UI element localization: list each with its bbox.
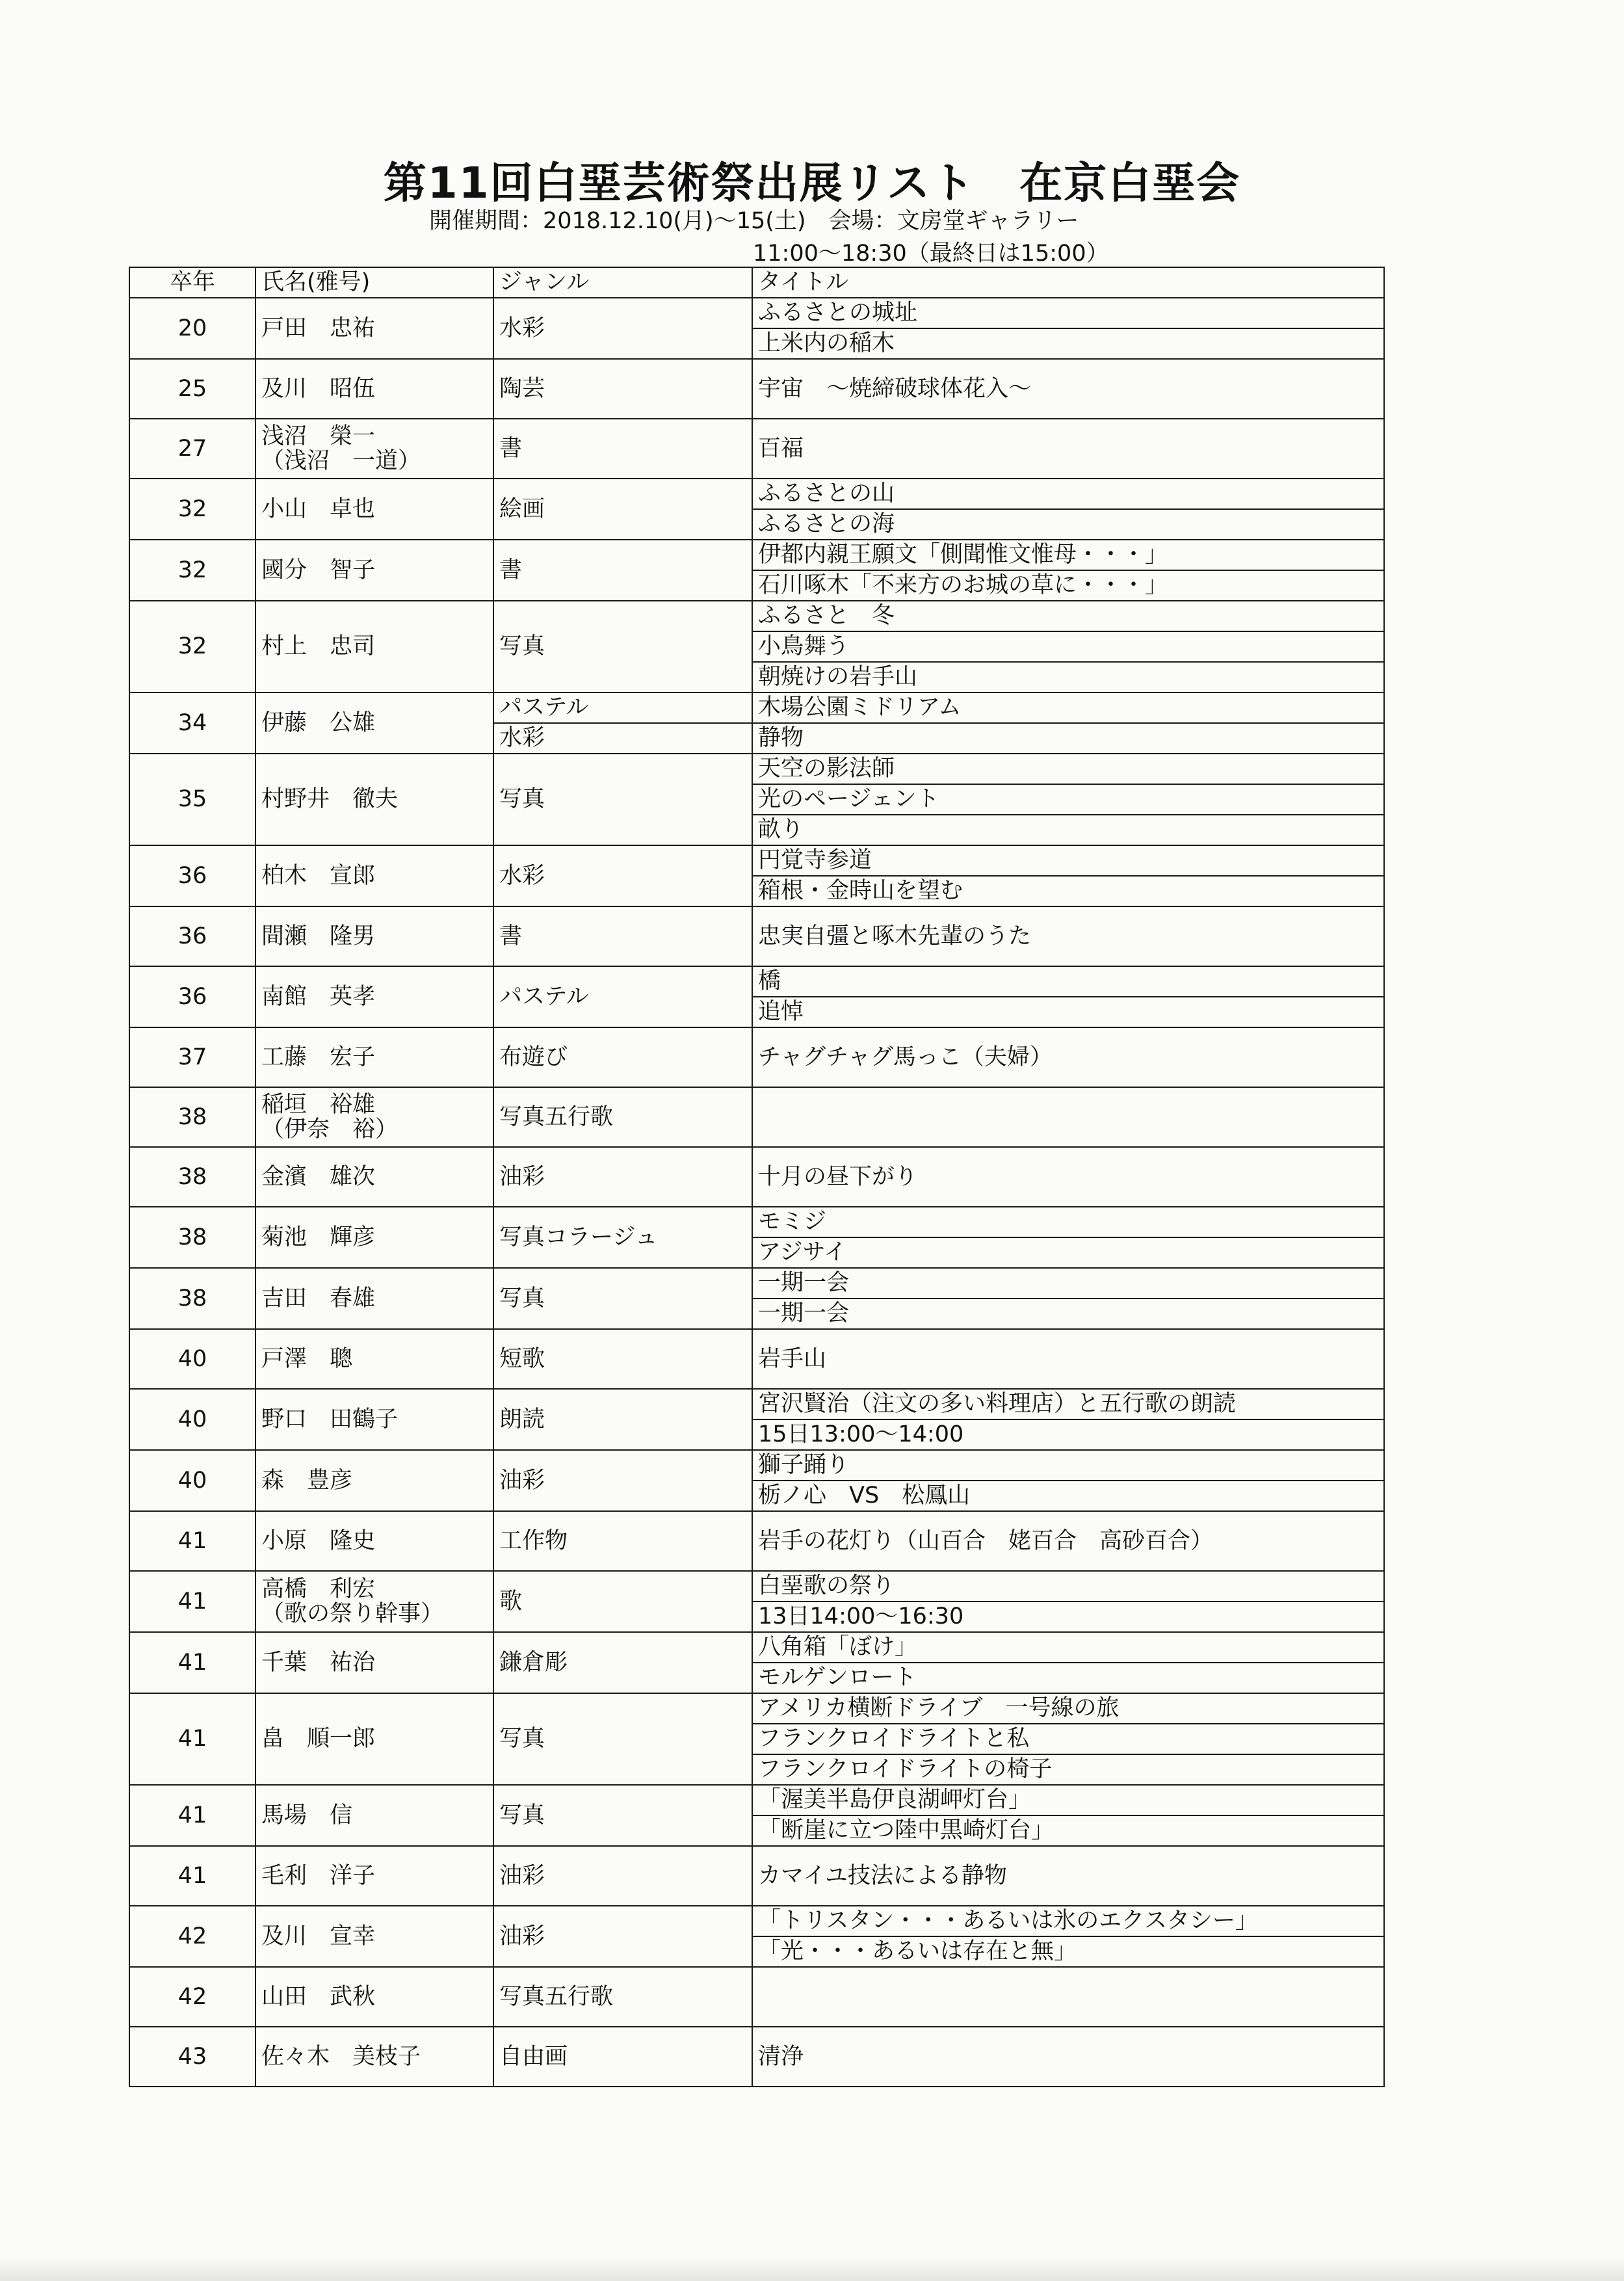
scan-edge [0,2255,1624,2281]
title-cell: 朝焼けの岩手山 [752,662,1384,692]
name-cell [255,479,493,540]
title-cell: 橋 [752,966,1384,997]
year-cell: 43 [129,2027,255,2087]
name-text: 及川 昭伍 [261,375,376,402]
year-cell: 35 [129,754,255,845]
genre-cell: 鎌倉彫 [493,1632,752,1693]
name-text: 工藤 宏子 [261,1044,376,1070]
title-cell [752,1087,1384,1147]
year-cell: 37 [129,1027,255,1087]
year-cell: 38 [129,1207,255,1268]
genre-cell: 油彩 [493,1450,752,1511]
genre-cell: 歌 [493,1571,752,1632]
name-text: （伊奈 裕） [261,1116,399,1142]
genre-cell: 水彩 [493,723,752,754]
title-cell: 追悼 [752,997,1384,1027]
title-cell: ふるさとの城址 [752,298,1384,328]
title-cell: 石川啄木「不来方のお城の草に・・・」 [752,570,1384,601]
name-text: 柏木 宣郎 [261,862,376,889]
title-cell: 伊都内親王願文「側聞惟文惟母・・・」 [752,540,1384,570]
title-cell: 岩手山 [752,1329,1384,1389]
title-cell: 岩手の花灯り（山百合 姥百合 高砂百合） [752,1511,1384,1571]
name-cell [255,1087,493,1147]
name-text: 野口 田鶴子 [261,1406,399,1432]
genre-cell: 短歌 [493,1329,752,1389]
name-text: 馬場 信 [261,1802,353,1828]
title-cell: 13日14:00～16:30 [752,1602,1384,1632]
name-cell [255,845,493,906]
year-cell: 36 [129,906,255,966]
name-cell [255,1268,493,1329]
year-cell: 40 [129,1450,255,1511]
exhibit-table [129,267,1385,2087]
table-row [129,359,1384,419]
year-cell: 36 [129,966,255,1027]
table-row [129,966,1384,997]
year-cell: 38 [129,1268,255,1329]
year-cell: 32 [129,601,255,692]
table-row [129,1147,1384,1207]
title-cell: 宇宙 ～焼締破球体花入～ [752,359,1384,419]
name-text: 間瀬 隆男 [261,923,376,949]
title-cell: 忠実自彊と啄木先輩のうた [752,906,1384,966]
year-cell: 41 [129,1511,255,1571]
table-row [129,298,1384,328]
title-cell: ふるさと 冬 [752,601,1384,631]
name-cell [255,1846,493,1906]
year-cell: 41 [129,1632,255,1693]
name-text: 國分 智子 [261,557,376,583]
title-cell: 箱根・金時山を望む [752,876,1384,906]
name-text: 畠 順一郎 [261,1726,376,1752]
table-row [129,1087,1384,1147]
table-row [129,2027,1384,2087]
genre-cell: 書 [493,419,752,479]
name-cell [255,1967,493,2027]
name-text: 浅沼 榮一 [261,423,376,449]
title-cell: 白堊歌の祭り [752,1571,1384,1602]
table-row [129,1906,1384,1936]
year-cell: 42 [129,1967,255,2027]
table-row [129,1450,1384,1481]
genre-cell: 書 [493,540,752,601]
name-cell [255,1207,493,1268]
title-cell: 円覚寺参道 [752,845,1384,876]
table-row [129,1785,1384,1815]
event-period: 開催期間：2018.12.10(月)～15(土) 会場：文房堂ギャラリー [429,208,1079,234]
title-cell: モミジ [752,1207,1384,1237]
name-text: 高橋 利宏 [261,1576,376,1602]
name-text: 山田 武秋 [261,1983,376,2010]
name-text: （歌の祭り幹事） [261,1601,444,1627]
name-text: 戸澤 聰 [261,1345,353,1372]
genre-cell: 写真五行歌 [493,1087,752,1147]
genre-cell: 写真 [493,1693,752,1785]
name-text: 伊藤 公雄 [261,709,376,736]
title-cell: 宮沢賢治（注文の多い料理店）と五行歌の朗読 [752,1389,1384,1419]
year-cell: 41 [129,1846,255,1906]
genre-cell: 陶芸 [493,359,752,419]
name-cell [255,1147,493,1207]
name-text: 毛利 洋子 [261,1862,376,1889]
title-cell: 百福 [752,419,1384,479]
name-cell [255,1632,493,1693]
name-cell [255,754,493,845]
year-cell: 42 [129,1906,255,1967]
genre-cell: 水彩 [493,298,752,359]
title-cell: ふるさとの山 [752,479,1384,509]
table-row [129,1693,1384,1724]
genre-cell: 自由画 [493,2027,752,2087]
genre-cell: パステル [493,692,752,723]
page-title: 第11回白堊芸術祭出展リスト 在京白堊会 [383,158,1241,208]
table-row [129,1027,1384,1087]
year-cell: 27 [129,419,255,479]
genre-cell: 工作物 [493,1511,752,1571]
genre-cell: 写真コラージュ [493,1207,752,1268]
title-cell: 一期一会 [752,1268,1384,1299]
exhibit-table-body [129,298,1384,2087]
table-row [129,1632,1384,1663]
title-cell: 「渥美半島伊良湖岬灯台」 [752,1785,1384,1815]
name-text: 小原 隆史 [261,1527,376,1554]
year-cell: 25 [129,359,255,419]
table-row [129,601,1384,631]
genre-cell: 油彩 [493,1147,752,1207]
genre-cell: 油彩 [493,1846,752,1906]
name-cell [255,1693,493,1785]
year-cell: 32 [129,479,255,540]
genre-cell: 写真五行歌 [493,1967,752,2027]
name-cell [255,359,493,419]
title-cell: 「トリスタン・・・あるいは氷のエクスタシー」 [752,1906,1384,1936]
title-cell: 上米内の稲木 [752,328,1384,359]
name-cell [255,906,493,966]
name-cell [255,419,493,479]
title-cell: フランクロイドライトと私 [752,1724,1384,1754]
name-text: 戸田 忠祐 [261,315,376,341]
year-cell: 34 [129,692,255,754]
column-header-genre: ジャンル [493,267,752,298]
name-text: 千葉 祐治 [261,1649,376,1676]
title-cell: 15日13:00～14:00 [752,1419,1384,1450]
name-cell [255,1785,493,1846]
title-cell: 十月の昼下がり [752,1147,1384,1207]
title-cell: 獅子踊り [752,1450,1384,1481]
name-text: 稲垣 裕雄 [261,1091,376,1118]
genre-cell: 写真 [493,1268,752,1329]
year-cell: 40 [129,1389,255,1450]
genre-cell: 油彩 [493,1906,752,1967]
name-cell [255,1027,493,1087]
table-row [129,419,1384,479]
name-text: 森 豊彦 [261,1467,353,1494]
genre-cell: 朗読 [493,1389,752,1450]
name-text: 佐々木 美枝子 [261,2043,421,2070]
title-cell: 木場公園ミドリアム [752,692,1384,723]
table-row [129,754,1384,784]
table-row [129,1268,1384,1299]
title-cell: 畝り [752,815,1384,845]
title-cell [752,1967,1384,2027]
name-text: 金濱 雄次 [261,1163,376,1190]
genre-cell: 写真 [493,1785,752,1846]
title-cell: 天空の影法師 [752,754,1384,784]
table-header-row [129,267,1384,298]
column-header-title: タイトル [752,267,1384,298]
year-cell: 38 [129,1087,255,1147]
event-hours: 11:00～18:30（最終日は15:00） [753,241,1109,267]
year-cell: 40 [129,1329,255,1389]
title-cell: アメリカ横断ドライブ 一号線の旅 [752,1693,1384,1724]
year-cell: 41 [129,1785,255,1846]
name-cell [255,1571,493,1632]
genre-cell: 水彩 [493,845,752,906]
table-row [129,1967,1384,2027]
title-cell: 栃ノ心 VS 松鳳山 [752,1481,1384,1511]
title-cell: 「断崖に立つ陸中黒崎灯台」 [752,1815,1384,1846]
title-cell: 一期一会 [752,1299,1384,1329]
name-cell [255,298,493,359]
name-cell [255,1511,493,1571]
table-row [129,479,1384,509]
name-text: （浅沼 一道） [261,448,421,474]
genre-cell: パステル [493,966,752,1027]
name-text: 村上 忠司 [261,633,376,660]
table-row [129,845,1384,876]
year-cell: 38 [129,1147,255,1207]
name-cell [255,1389,493,1450]
table-row [129,1389,1384,1419]
title-cell: 清浄 [752,2027,1384,2087]
name-text: 小山 卓也 [261,495,376,522]
name-cell [255,1450,493,1511]
column-header-year: 卒年 [129,267,255,298]
name-cell [255,1329,493,1389]
title-cell: 「光・・・あるいは存在と無」 [752,1936,1384,1967]
title-cell: ふるさとの海 [752,509,1384,540]
name-text: 及川 宣幸 [261,1923,376,1949]
genre-cell: 書 [493,906,752,966]
name-cell [255,966,493,1027]
table-row [129,1571,1384,1602]
year-cell: 41 [129,1693,255,1785]
name-cell [255,1906,493,1967]
year-cell: 32 [129,540,255,601]
name-cell [255,2027,493,2087]
title-cell: 八角箱「ぼけ」 [752,1632,1384,1663]
year-cell: 41 [129,1571,255,1632]
genre-cell: 布遊び [493,1027,752,1087]
title-cell: 静物 [752,723,1384,754]
table-row [129,540,1384,570]
name-cell [255,601,493,692]
genre-cell: 写真 [493,601,752,692]
name-text: 吉田 春雄 [261,1285,376,1312]
table-row [129,1511,1384,1571]
name-text: 南館 英孝 [261,983,376,1010]
title-cell: カマイユ技法による静物 [752,1846,1384,1906]
table-row [129,1207,1384,1237]
title-cell: チャグチャグ馬っこ（夫婦） [752,1027,1384,1087]
year-cell: 36 [129,845,255,906]
table-row [129,692,1384,723]
year-cell: 20 [129,298,255,359]
title-cell: フランクロイドライトの椅子 [752,1754,1384,1785]
table-row [129,906,1384,966]
table-row [129,1846,1384,1906]
genre-cell: 絵画 [493,479,752,540]
title-cell: 光のページェント [752,784,1384,815]
name-text: 村野井 徹夫 [261,786,399,813]
column-header-name: 氏名(雅号) [255,267,493,298]
table-row [129,1329,1384,1389]
genre-cell: 写真 [493,754,752,845]
title-cell: 小鳥舞う [752,631,1384,662]
name-cell [255,540,493,601]
name-text: 菊池 輝彦 [261,1224,376,1250]
title-cell: アジサイ [752,1237,1384,1268]
title-cell: モルゲンロート [752,1663,1384,1693]
name-cell [255,692,493,754]
